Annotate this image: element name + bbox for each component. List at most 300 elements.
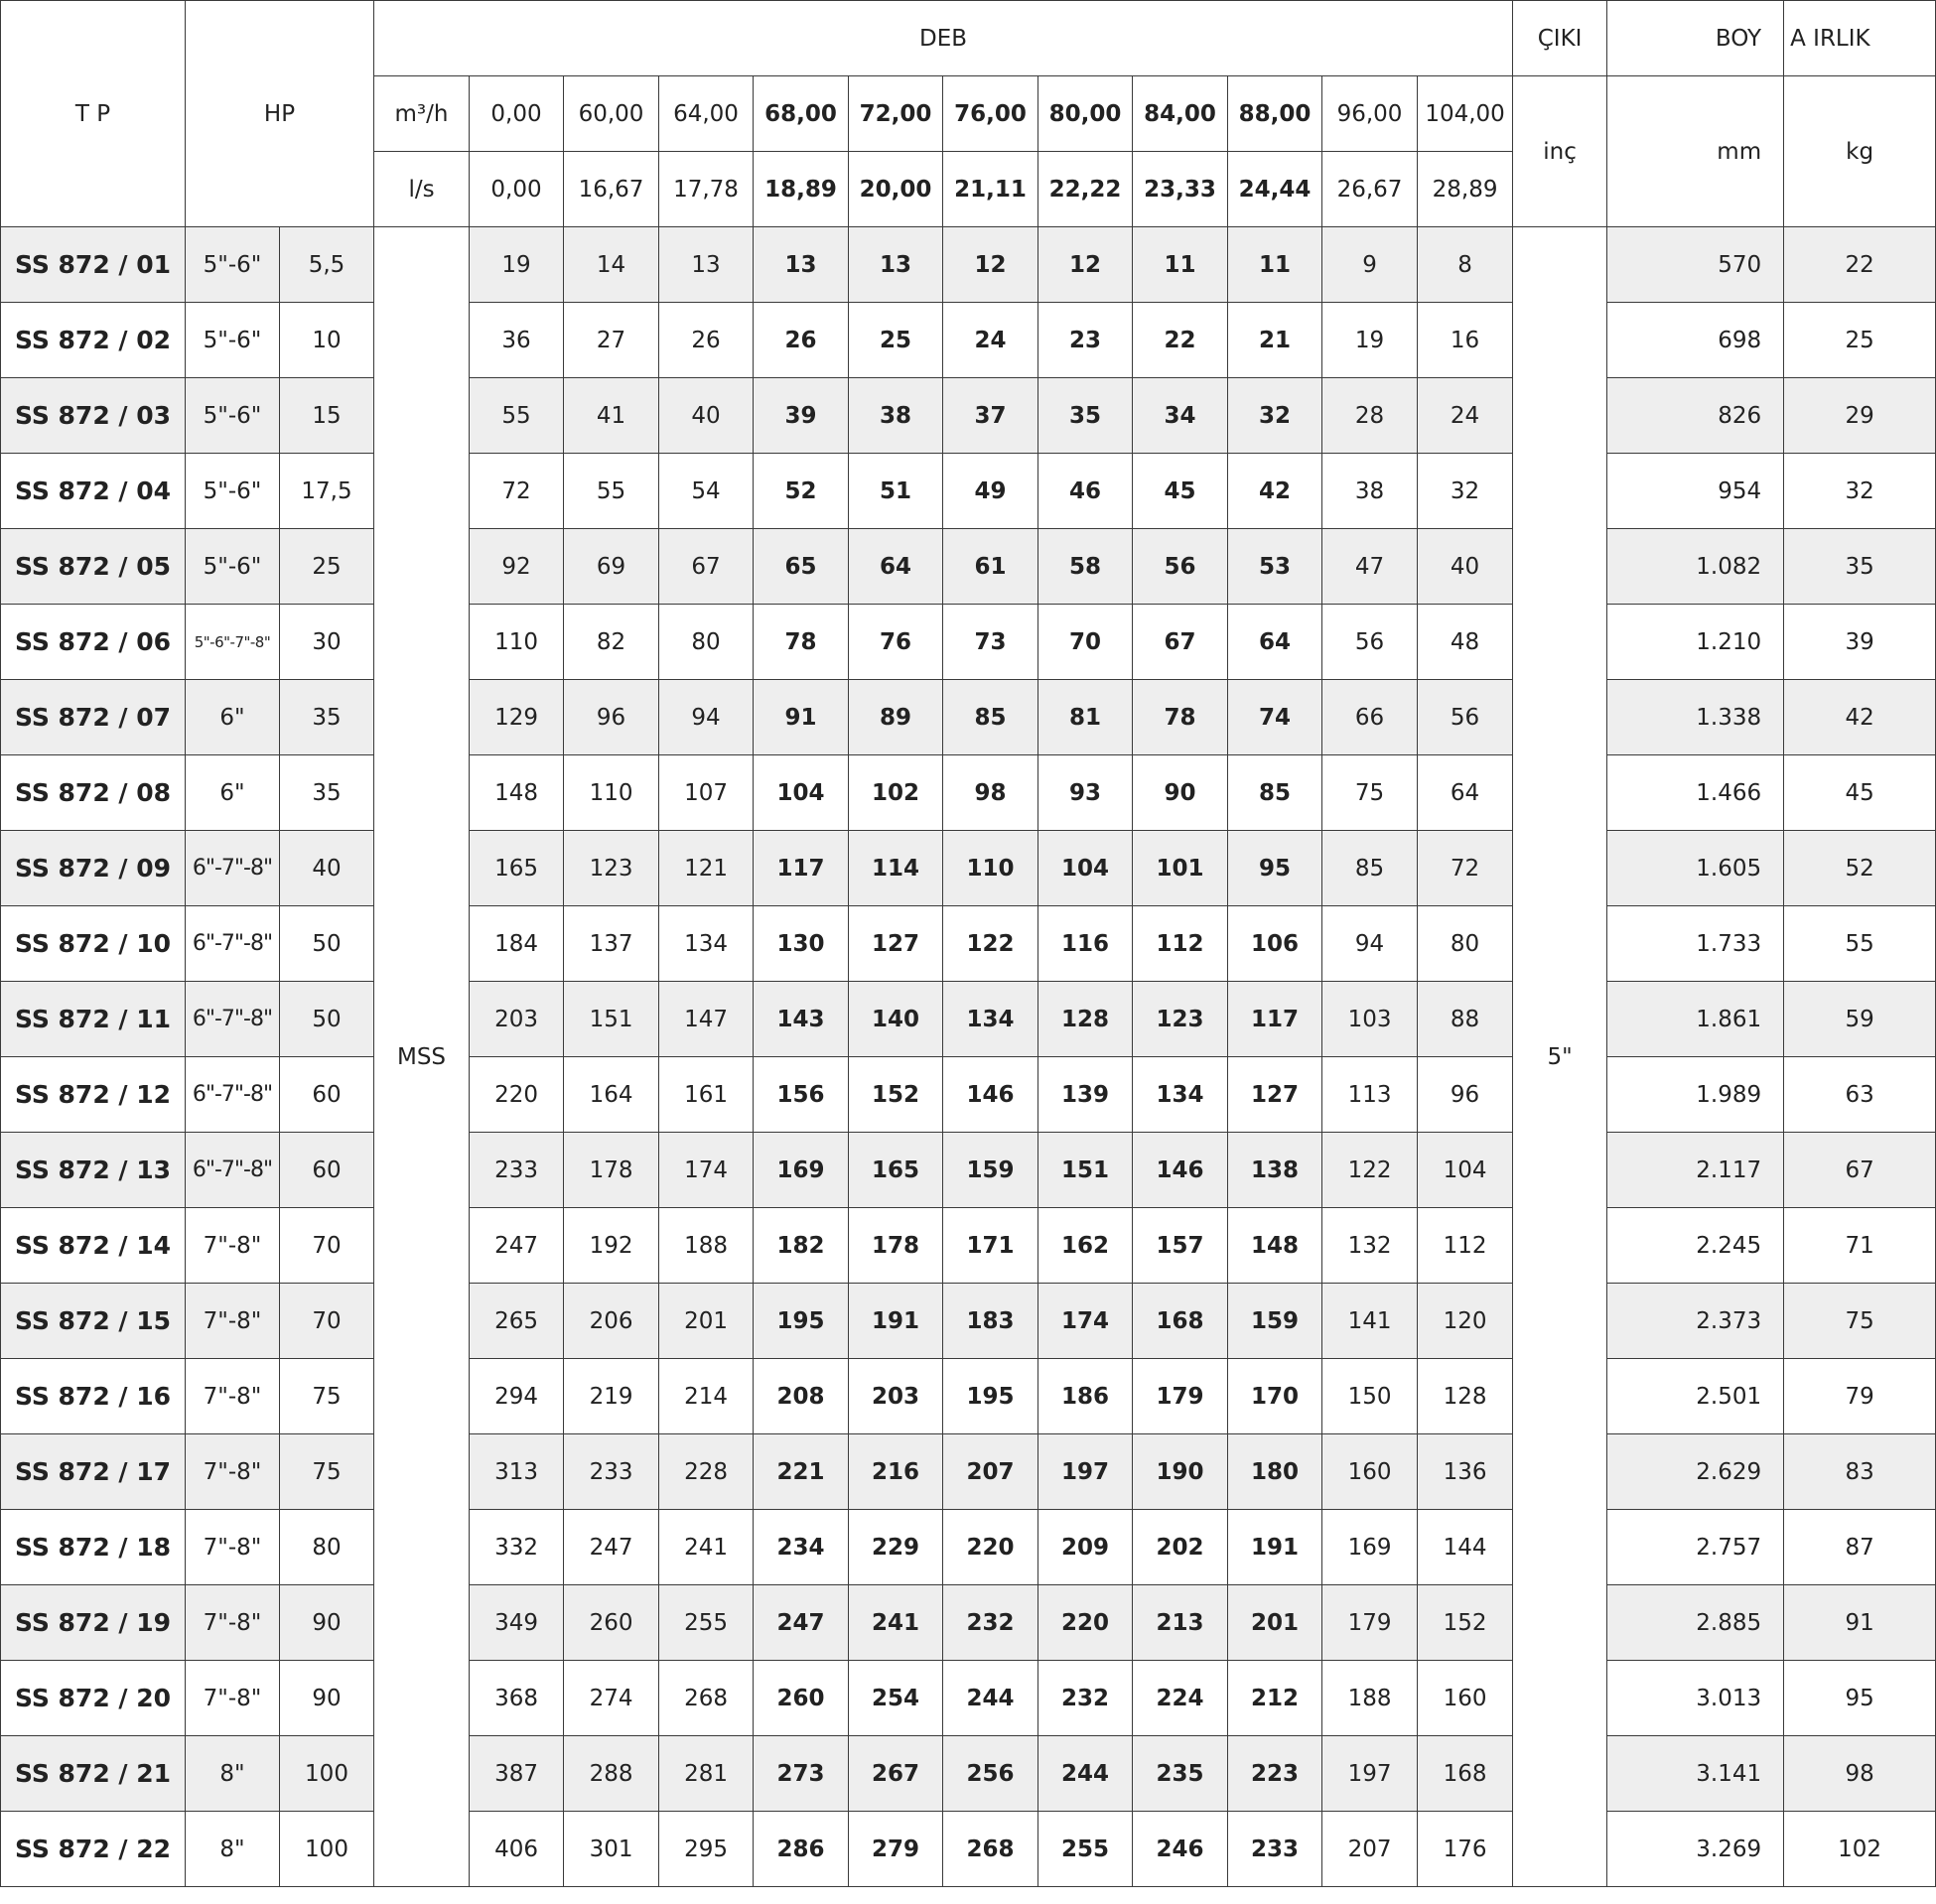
flow-ls-cell: 24,44 xyxy=(1228,152,1322,227)
head-value: 161 xyxy=(659,1057,754,1133)
head-value: 152 xyxy=(1418,1585,1513,1661)
flow-ls-cell: 21,11 xyxy=(943,152,1038,227)
head-value: 127 xyxy=(1228,1057,1322,1133)
motor-hp: 15 xyxy=(280,378,374,454)
pump-weight: 29 xyxy=(1784,378,1936,454)
table-row xyxy=(1,1359,1936,1434)
head-value: 102 xyxy=(849,755,943,831)
head-value: 123 xyxy=(1133,982,1228,1057)
well-size: 7"-8" xyxy=(186,1284,280,1359)
head-value: 134 xyxy=(659,906,754,982)
pump-type: SS 872 / 12 xyxy=(1,1057,186,1133)
table-row xyxy=(1,1057,1936,1133)
table-row xyxy=(1,529,1936,605)
well-size: 5"-6" xyxy=(186,454,280,529)
head-value: 192 xyxy=(564,1208,659,1284)
head-value: 219 xyxy=(564,1359,659,1434)
head-value: 174 xyxy=(659,1133,754,1208)
head-value: 267 xyxy=(849,1736,943,1812)
head-value: 96 xyxy=(564,680,659,755)
table-row xyxy=(1,1208,1936,1284)
head-value: 51 xyxy=(849,454,943,529)
head-value: 89 xyxy=(849,680,943,755)
pump-type: SS 872 / 06 xyxy=(1,605,186,680)
cikis-value: 5" xyxy=(1513,227,1607,1887)
head-value: 26 xyxy=(659,303,754,378)
header-boy: BOY xyxy=(1607,1,1784,76)
head-value: 195 xyxy=(943,1359,1038,1434)
pump-length: 3.141 xyxy=(1607,1736,1784,1812)
head-value: 101 xyxy=(1133,831,1228,906)
head-value: 182 xyxy=(754,1208,849,1284)
pump-type: SS 872 / 08 xyxy=(1,755,186,831)
head-value: 39 xyxy=(754,378,849,454)
head-value: 13 xyxy=(754,227,849,303)
head-value: 13 xyxy=(659,227,754,303)
well-size: 6"-7"-8" xyxy=(186,982,280,1057)
flow-ls-cell: 18,89 xyxy=(754,152,849,227)
header-cikis: ÇIKI xyxy=(1513,1,1607,76)
head-value: 56 xyxy=(1133,529,1228,605)
head-value: 9 xyxy=(1322,227,1418,303)
head-value: 207 xyxy=(1322,1812,1418,1887)
unit-flow-m3h: m³/h xyxy=(374,76,470,152)
head-value: 349 xyxy=(470,1585,564,1661)
unit-cikis: inç xyxy=(1513,76,1607,227)
pump-length: 1.082 xyxy=(1607,529,1784,605)
head-value: 183 xyxy=(943,1284,1038,1359)
head-value: 48 xyxy=(1418,605,1513,680)
head-value: 228 xyxy=(659,1434,754,1510)
pump-weight: 45 xyxy=(1784,755,1936,831)
head-value: 168 xyxy=(1133,1284,1228,1359)
pump-length: 954 xyxy=(1607,454,1784,529)
well-size: 7"-8" xyxy=(186,1661,280,1736)
pump-weight: 95 xyxy=(1784,1661,1936,1736)
table-row xyxy=(1,1812,1936,1887)
table-row xyxy=(1,1133,1936,1208)
head-value: 134 xyxy=(1133,1057,1228,1133)
pump-length: 698 xyxy=(1607,303,1784,378)
head-value: 208 xyxy=(754,1359,849,1434)
motor-hp: 35 xyxy=(280,680,374,755)
table-row xyxy=(1,1736,1936,1812)
table-row xyxy=(1,303,1936,378)
table-row xyxy=(1,378,1936,454)
pump-length: 3.013 xyxy=(1607,1661,1784,1736)
head-value: 28 xyxy=(1322,378,1418,454)
flow-m3h-cell: 96,00 xyxy=(1322,76,1418,152)
head-value: 150 xyxy=(1322,1359,1418,1434)
head-value: 171 xyxy=(943,1208,1038,1284)
well-size: 7"-8" xyxy=(186,1359,280,1434)
head-value: 56 xyxy=(1418,680,1513,755)
motor-hp: 60 xyxy=(280,1057,374,1133)
pump-weight: 79 xyxy=(1784,1359,1936,1434)
head-value: 134 xyxy=(943,982,1038,1057)
head-value: 247 xyxy=(754,1585,849,1661)
well-size: 5"-6"-7"-8" xyxy=(186,605,280,680)
head-value: 146 xyxy=(943,1057,1038,1133)
head-value: 241 xyxy=(849,1585,943,1661)
head-value: 180 xyxy=(1228,1434,1322,1510)
head-value: 8 xyxy=(1418,227,1513,303)
well-size: 8" xyxy=(186,1812,280,1887)
well-size: 8" xyxy=(186,1736,280,1812)
head-value: 92 xyxy=(470,529,564,605)
pump-weight: 35 xyxy=(1784,529,1936,605)
head-value: 40 xyxy=(659,378,754,454)
head-value: 137 xyxy=(564,906,659,982)
head-value: 19 xyxy=(470,227,564,303)
head-value: 169 xyxy=(1322,1510,1418,1585)
well-size: 5"-6" xyxy=(186,529,280,605)
head-value: 168 xyxy=(1418,1736,1513,1812)
head-value: 80 xyxy=(659,605,754,680)
head-value: 152 xyxy=(849,1057,943,1133)
header-tip: T P xyxy=(1,1,186,227)
motor-hp: 75 xyxy=(280,1434,374,1510)
head-value: 179 xyxy=(1133,1359,1228,1434)
well-size: 5"-6" xyxy=(186,227,280,303)
head-value: 255 xyxy=(1038,1812,1133,1887)
head-value: 67 xyxy=(659,529,754,605)
pump-type: SS 872 / 21 xyxy=(1,1736,186,1812)
pump-weight: 102 xyxy=(1784,1812,1936,1887)
head-value: 41 xyxy=(564,378,659,454)
well-size: 7"-8" xyxy=(186,1585,280,1661)
flow-m3h-cell: 104,00 xyxy=(1418,76,1513,152)
flow-ls-cell: 23,33 xyxy=(1133,152,1228,227)
flow-ls-cell: 0,00 xyxy=(470,152,564,227)
head-value: 27 xyxy=(564,303,659,378)
motor-hp: 25 xyxy=(280,529,374,605)
head-value: 141 xyxy=(1322,1284,1418,1359)
table-row xyxy=(1,755,1936,831)
head-value: 206 xyxy=(564,1284,659,1359)
flow-ls-cell: 17,78 xyxy=(659,152,754,227)
head-value: 129 xyxy=(470,680,564,755)
head-value: 85 xyxy=(1228,755,1322,831)
head-value: 332 xyxy=(470,1510,564,1585)
pump-length: 2.885 xyxy=(1607,1585,1784,1661)
head-value: 112 xyxy=(1133,906,1228,982)
head-value: 232 xyxy=(1038,1661,1133,1736)
head-value: 186 xyxy=(1038,1359,1133,1434)
head-value: 294 xyxy=(470,1359,564,1434)
header-hp: HP xyxy=(186,1,374,227)
head-value: 247 xyxy=(564,1510,659,1585)
head-value: 260 xyxy=(564,1585,659,1661)
head-value: 64 xyxy=(1418,755,1513,831)
head-value: 220 xyxy=(943,1510,1038,1585)
motor-hp: 75 xyxy=(280,1359,374,1434)
head-value: 82 xyxy=(564,605,659,680)
pump-type: SS 872 / 01 xyxy=(1,227,186,303)
head-value: 260 xyxy=(754,1661,849,1736)
head-value: 45 xyxy=(1133,454,1228,529)
head-value: 169 xyxy=(754,1133,849,1208)
head-value: 55 xyxy=(470,378,564,454)
pump-type: SS 872 / 16 xyxy=(1,1359,186,1434)
pump-length: 2.245 xyxy=(1607,1208,1784,1284)
pump-length: 1.338 xyxy=(1607,680,1784,755)
pump-weight: 87 xyxy=(1784,1510,1936,1585)
head-value: 93 xyxy=(1038,755,1133,831)
head-value: 98 xyxy=(943,755,1038,831)
head-value: 232 xyxy=(943,1585,1038,1661)
head-value: 90 xyxy=(1133,755,1228,831)
pump-type: SS 872 / 10 xyxy=(1,906,186,982)
pump-type: SS 872 / 15 xyxy=(1,1284,186,1359)
head-value: 34 xyxy=(1133,378,1228,454)
head-value: 22 xyxy=(1133,303,1228,378)
head-value: 313 xyxy=(470,1434,564,1510)
head-value: 244 xyxy=(1038,1736,1133,1812)
pump-length: 2.629 xyxy=(1607,1434,1784,1510)
head-value: 104 xyxy=(1418,1133,1513,1208)
head-value: 165 xyxy=(470,831,564,906)
table-row xyxy=(1,605,1936,680)
head-value: 122 xyxy=(943,906,1038,982)
head-value: 103 xyxy=(1322,982,1418,1057)
pump-length: 1.605 xyxy=(1607,831,1784,906)
head-value: 144 xyxy=(1418,1510,1513,1585)
motor-hp: 40 xyxy=(280,831,374,906)
head-value: 229 xyxy=(849,1510,943,1585)
head-value: 65 xyxy=(754,529,849,605)
well-size: 7"-8" xyxy=(186,1208,280,1284)
head-value: 25 xyxy=(849,303,943,378)
head-value: 81 xyxy=(1038,680,1133,755)
motor-hp: 10 xyxy=(280,303,374,378)
head-value: 147 xyxy=(659,982,754,1057)
head-value: 176 xyxy=(1418,1812,1513,1887)
head-value: 117 xyxy=(1228,982,1322,1057)
head-value: 214 xyxy=(659,1359,754,1434)
motor-hp: 80 xyxy=(280,1510,374,1585)
head-value: 184 xyxy=(470,906,564,982)
head-value: 64 xyxy=(1228,605,1322,680)
head-value: 110 xyxy=(564,755,659,831)
head-value: 130 xyxy=(754,906,849,982)
pump-type: SS 872 / 03 xyxy=(1,378,186,454)
head-value: 223 xyxy=(1228,1736,1322,1812)
pump-weight: 67 xyxy=(1784,1133,1936,1208)
head-value: 148 xyxy=(1228,1208,1322,1284)
pump-weight: 39 xyxy=(1784,605,1936,680)
pump-weight: 75 xyxy=(1784,1284,1936,1359)
head-value: 74 xyxy=(1228,680,1322,755)
head-value: 72 xyxy=(1418,831,1513,906)
header-agirlik: A IRLIK xyxy=(1784,1,1936,76)
head-value: 190 xyxy=(1133,1434,1228,1510)
motor-hp: 50 xyxy=(280,906,374,982)
head-value: 73 xyxy=(943,605,1038,680)
head-value: 69 xyxy=(564,529,659,605)
pump-weight: 71 xyxy=(1784,1208,1936,1284)
head-value: 19 xyxy=(1322,303,1418,378)
motor-hp: 100 xyxy=(280,1812,374,1887)
head-value: 233 xyxy=(470,1133,564,1208)
motor-hp: 17,5 xyxy=(280,454,374,529)
head-value: 162 xyxy=(1038,1208,1133,1284)
head-value: 209 xyxy=(1038,1510,1133,1585)
pump-weight: 91 xyxy=(1784,1585,1936,1661)
flow-m3h-cell: 72,00 xyxy=(849,76,943,152)
pump-type: SS 872 / 17 xyxy=(1,1434,186,1510)
head-value: 78 xyxy=(754,605,849,680)
head-value: 254 xyxy=(849,1661,943,1736)
well-size: 6" xyxy=(186,755,280,831)
head-value: 112 xyxy=(1418,1208,1513,1284)
motor-hp: 100 xyxy=(280,1736,374,1812)
head-value: 220 xyxy=(470,1057,564,1133)
head-value: 160 xyxy=(1322,1434,1418,1510)
flow-m3h-cell: 0,00 xyxy=(470,76,564,152)
head-value: 255 xyxy=(659,1585,754,1661)
head-value: 128 xyxy=(1418,1359,1513,1434)
motor-hp: 70 xyxy=(280,1208,374,1284)
head-value: 85 xyxy=(1322,831,1418,906)
table-row xyxy=(1,1284,1936,1359)
head-value: 94 xyxy=(659,680,754,755)
head-value: 85 xyxy=(943,680,1038,755)
head-value: 268 xyxy=(943,1812,1038,1887)
head-value: 26 xyxy=(754,303,849,378)
pump-length: 2.373 xyxy=(1607,1284,1784,1359)
head-value: 123 xyxy=(564,831,659,906)
head-value: 170 xyxy=(1228,1359,1322,1434)
pump-length: 1.466 xyxy=(1607,755,1784,831)
motor-hp: 5,5 xyxy=(280,227,374,303)
table-row xyxy=(1,982,1936,1057)
pump-weight: 98 xyxy=(1784,1736,1936,1812)
head-value: 110 xyxy=(943,831,1038,906)
well-size: 6"-7"-8" xyxy=(186,1057,280,1133)
pump-length: 2.757 xyxy=(1607,1510,1784,1585)
head-value: 368 xyxy=(470,1661,564,1736)
well-size: 5"-6" xyxy=(186,378,280,454)
head-value: 11 xyxy=(1133,227,1228,303)
pump-weight: 55 xyxy=(1784,906,1936,982)
pump-weight: 59 xyxy=(1784,982,1936,1057)
flow-m3h-cell: 60,00 xyxy=(564,76,659,152)
pump-length: 2.501 xyxy=(1607,1359,1784,1434)
motor-hp: 35 xyxy=(280,755,374,831)
head-value: 122 xyxy=(1322,1133,1418,1208)
head-value: 66 xyxy=(1322,680,1418,755)
head-value: 148 xyxy=(470,755,564,831)
pump-length: 1.989 xyxy=(1607,1057,1784,1133)
head-value: 224 xyxy=(1133,1661,1228,1736)
head-value: 72 xyxy=(470,454,564,529)
head-value: 203 xyxy=(849,1359,943,1434)
flow-ls-cell: 28,89 xyxy=(1418,152,1513,227)
pump-weight: 83 xyxy=(1784,1434,1936,1510)
head-value: 235 xyxy=(1133,1736,1228,1812)
flow-m3h-cell: 80,00 xyxy=(1038,76,1133,152)
unit-flow-ls: l/s xyxy=(374,152,470,227)
head-value: 286 xyxy=(754,1812,849,1887)
head-value: 36 xyxy=(470,303,564,378)
mss-label: MSS xyxy=(374,227,470,1887)
head-value: 76 xyxy=(849,605,943,680)
unit-agirlik: kg xyxy=(1784,76,1936,227)
head-value: 55 xyxy=(564,454,659,529)
header-row-1 xyxy=(1,1,1936,76)
head-value: 49 xyxy=(943,454,1038,529)
pump-weight: 32 xyxy=(1784,454,1936,529)
head-value: 24 xyxy=(943,303,1038,378)
well-size: 6"-7"-8" xyxy=(186,906,280,982)
head-value: 114 xyxy=(849,831,943,906)
head-value: 188 xyxy=(659,1208,754,1284)
head-value: 265 xyxy=(470,1284,564,1359)
pump-length: 1.733 xyxy=(1607,906,1784,982)
head-value: 78 xyxy=(1133,680,1228,755)
well-size: 6"-7"-8" xyxy=(186,831,280,906)
well-size: 7"-8" xyxy=(186,1434,280,1510)
pump-type: SS 872 / 22 xyxy=(1,1812,186,1887)
head-value: 244 xyxy=(943,1661,1038,1736)
flow-m3h-cell: 68,00 xyxy=(754,76,849,152)
head-value: 35 xyxy=(1038,378,1133,454)
head-value: 24 xyxy=(1418,378,1513,454)
flow-ls-cell: 26,67 xyxy=(1322,152,1418,227)
head-value: 21 xyxy=(1228,303,1322,378)
pump-type: SS 872 / 13 xyxy=(1,1133,186,1208)
head-value: 88 xyxy=(1418,982,1513,1057)
pump-length: 1.861 xyxy=(1607,982,1784,1057)
pump-type: SS 872 / 09 xyxy=(1,831,186,906)
motor-hp: 60 xyxy=(280,1133,374,1208)
head-value: 104 xyxy=(1038,831,1133,906)
head-value: 234 xyxy=(754,1510,849,1585)
head-value: 165 xyxy=(849,1133,943,1208)
head-value: 16 xyxy=(1418,303,1513,378)
head-value: 110 xyxy=(470,605,564,680)
table-row xyxy=(1,227,1936,303)
head-value: 136 xyxy=(1418,1434,1513,1510)
flow-m3h-cell: 76,00 xyxy=(943,76,1038,152)
pump-type: SS 872 / 04 xyxy=(1,454,186,529)
head-value: 159 xyxy=(1228,1284,1322,1359)
pump-type: SS 872 / 20 xyxy=(1,1661,186,1736)
head-value: 58 xyxy=(1038,529,1133,605)
head-value: 64 xyxy=(849,529,943,605)
head-value: 67 xyxy=(1133,605,1228,680)
head-value: 80 xyxy=(1418,906,1513,982)
motor-hp: 90 xyxy=(280,1661,374,1736)
head-value: 138 xyxy=(1228,1133,1322,1208)
head-value: 164 xyxy=(564,1057,659,1133)
head-value: 23 xyxy=(1038,303,1133,378)
head-value: 38 xyxy=(1322,454,1418,529)
head-value: 179 xyxy=(1322,1585,1418,1661)
table-row xyxy=(1,1661,1936,1736)
table-row xyxy=(1,1434,1936,1510)
head-value: 12 xyxy=(943,227,1038,303)
table-row xyxy=(1,1585,1936,1661)
head-value: 220 xyxy=(1038,1585,1133,1661)
head-value: 121 xyxy=(659,831,754,906)
well-size: 6" xyxy=(186,680,280,755)
head-value: 104 xyxy=(754,755,849,831)
unit-boy: mm xyxy=(1607,76,1784,227)
head-value: 273 xyxy=(754,1736,849,1812)
head-value: 56 xyxy=(1322,605,1418,680)
